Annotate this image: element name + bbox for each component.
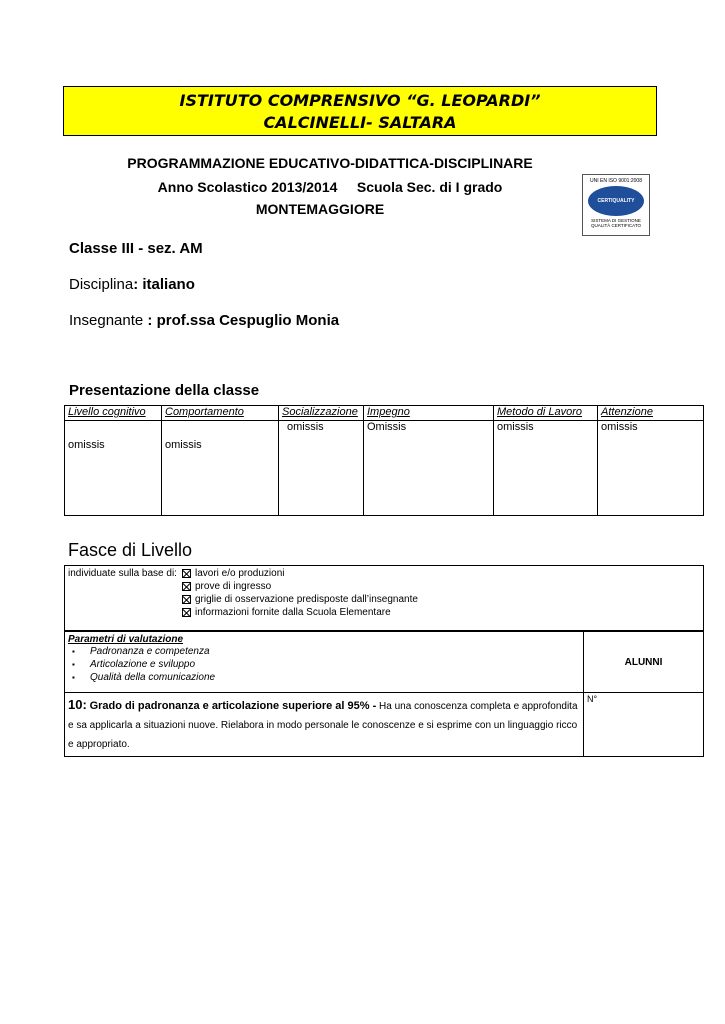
school-year: Anno Scolastico 2013/2014 Scuola Sec. di I grado [157, 179, 503, 195]
checked-checkbox-icon[interactable] [182, 595, 191, 604]
parameters-row [65, 632, 704, 693]
levels-title: Fasce di Livello [68, 540, 193, 560]
logo-standard: UNI EN ISO 9001:2008 [590, 178, 642, 184]
basis-option-label: prove di ingresso [195, 581, 272, 592]
header-cell: Attenzione [598, 406, 704, 421]
basis-option-label: griglie di osservazione predisposte dall’insegnante [195, 594, 418, 605]
parameter-item: ▪ Qualità della comunicazione [68, 671, 580, 684]
basis-option[interactable] [182, 607, 391, 618]
value-cell: omissis [162, 421, 279, 516]
teacher-line [69, 312, 339, 329]
checked-checkbox-icon[interactable] [182, 582, 191, 591]
level-description: Ha una conoscenza completa e approfondita e sa applicarla a situazioni nuove. Rielabora in modo personale le conoscenze e si esprime con un linguaggio ricco e appropriato. [68, 701, 578, 750]
parameter-item: ▪ Articolazione e sviluppo [68, 658, 580, 671]
levels-basis-box [64, 565, 704, 631]
value-cell: omissis [494, 421, 598, 516]
header-cell: Metodo di Lavoro [494, 406, 598, 421]
presentation-table [64, 405, 704, 516]
school-place: MONTEMAGGIORE [255, 201, 385, 217]
school-location: CALCINELLI- SALTARA [263, 113, 457, 132]
value-cell: Omissis [364, 421, 494, 516]
level-heading: Grado di padronanza e articolazione superiore al 95% - [89, 700, 377, 712]
value-cell: omissis [598, 421, 704, 516]
certification-logo [582, 174, 650, 236]
parameter-item: ▪ Padronanza e competenza [68, 645, 580, 658]
level-row [65, 693, 704, 757]
header-cell: Comportamento [162, 406, 279, 421]
basis-option[interactable] [182, 581, 271, 592]
evaluation-table [64, 631, 704, 757]
table-header-row [65, 406, 704, 421]
level-number: 10: [68, 697, 87, 712]
logo-emblem [588, 186, 644, 216]
value-cell: omissis [65, 421, 162, 516]
basis-option-label: lavori e/o produzioni [195, 568, 285, 579]
class-label: Classe III - sez. AM [69, 240, 203, 257]
program-title: PROGRAMMAZIONE EDUCATIVO-DIDATTICA-DISCIPLINARE [127, 155, 533, 171]
subject-label: Disciplina [69, 276, 134, 293]
school-header [63, 86, 657, 136]
table-row [65, 421, 704, 516]
checked-checkbox-icon[interactable] [182, 569, 191, 578]
teacher-value: : prof.ssa Cespuglio Monia [143, 312, 340, 329]
teacher-label: Insegnante [69, 312, 144, 329]
basis-option[interactable] [182, 594, 418, 605]
basis-option-label: informazioni fornite dalla Scuola Elementare [195, 607, 391, 618]
subject-value: : italiano [133, 276, 195, 293]
basis-option[interactable] [182, 568, 285, 579]
parameters-cell [65, 632, 584, 693]
subject-line [69, 276, 195, 293]
checked-checkbox-icon[interactable] [182, 608, 191, 617]
parameters-title: Parametri di valutazione [68, 634, 184, 645]
levels-basis-intro: individuate sulla base di: [68, 568, 177, 579]
value-cell: omissis [279, 421, 364, 516]
header-cell: Socializzazione [279, 406, 364, 421]
student-count-cell [584, 693, 704, 757]
logo-name: CERTIQUALITY [597, 198, 635, 204]
student-count-label: N° [587, 694, 598, 704]
logo-caption: SISTEMA DI GESTIONE QUALITÀ CERTIFICATO [590, 218, 641, 228]
students-header: ALUNNI [584, 632, 704, 693]
header-cell: Impegno [364, 406, 494, 421]
presentation-title: Presentazione della classe [69, 382, 260, 399]
level-description-cell [65, 693, 584, 757]
header-cell: Livello cognitivo [65, 406, 162, 421]
school-name: ISTITUTO COMPRENSIVO “G. LEOPARDI” [179, 91, 541, 110]
